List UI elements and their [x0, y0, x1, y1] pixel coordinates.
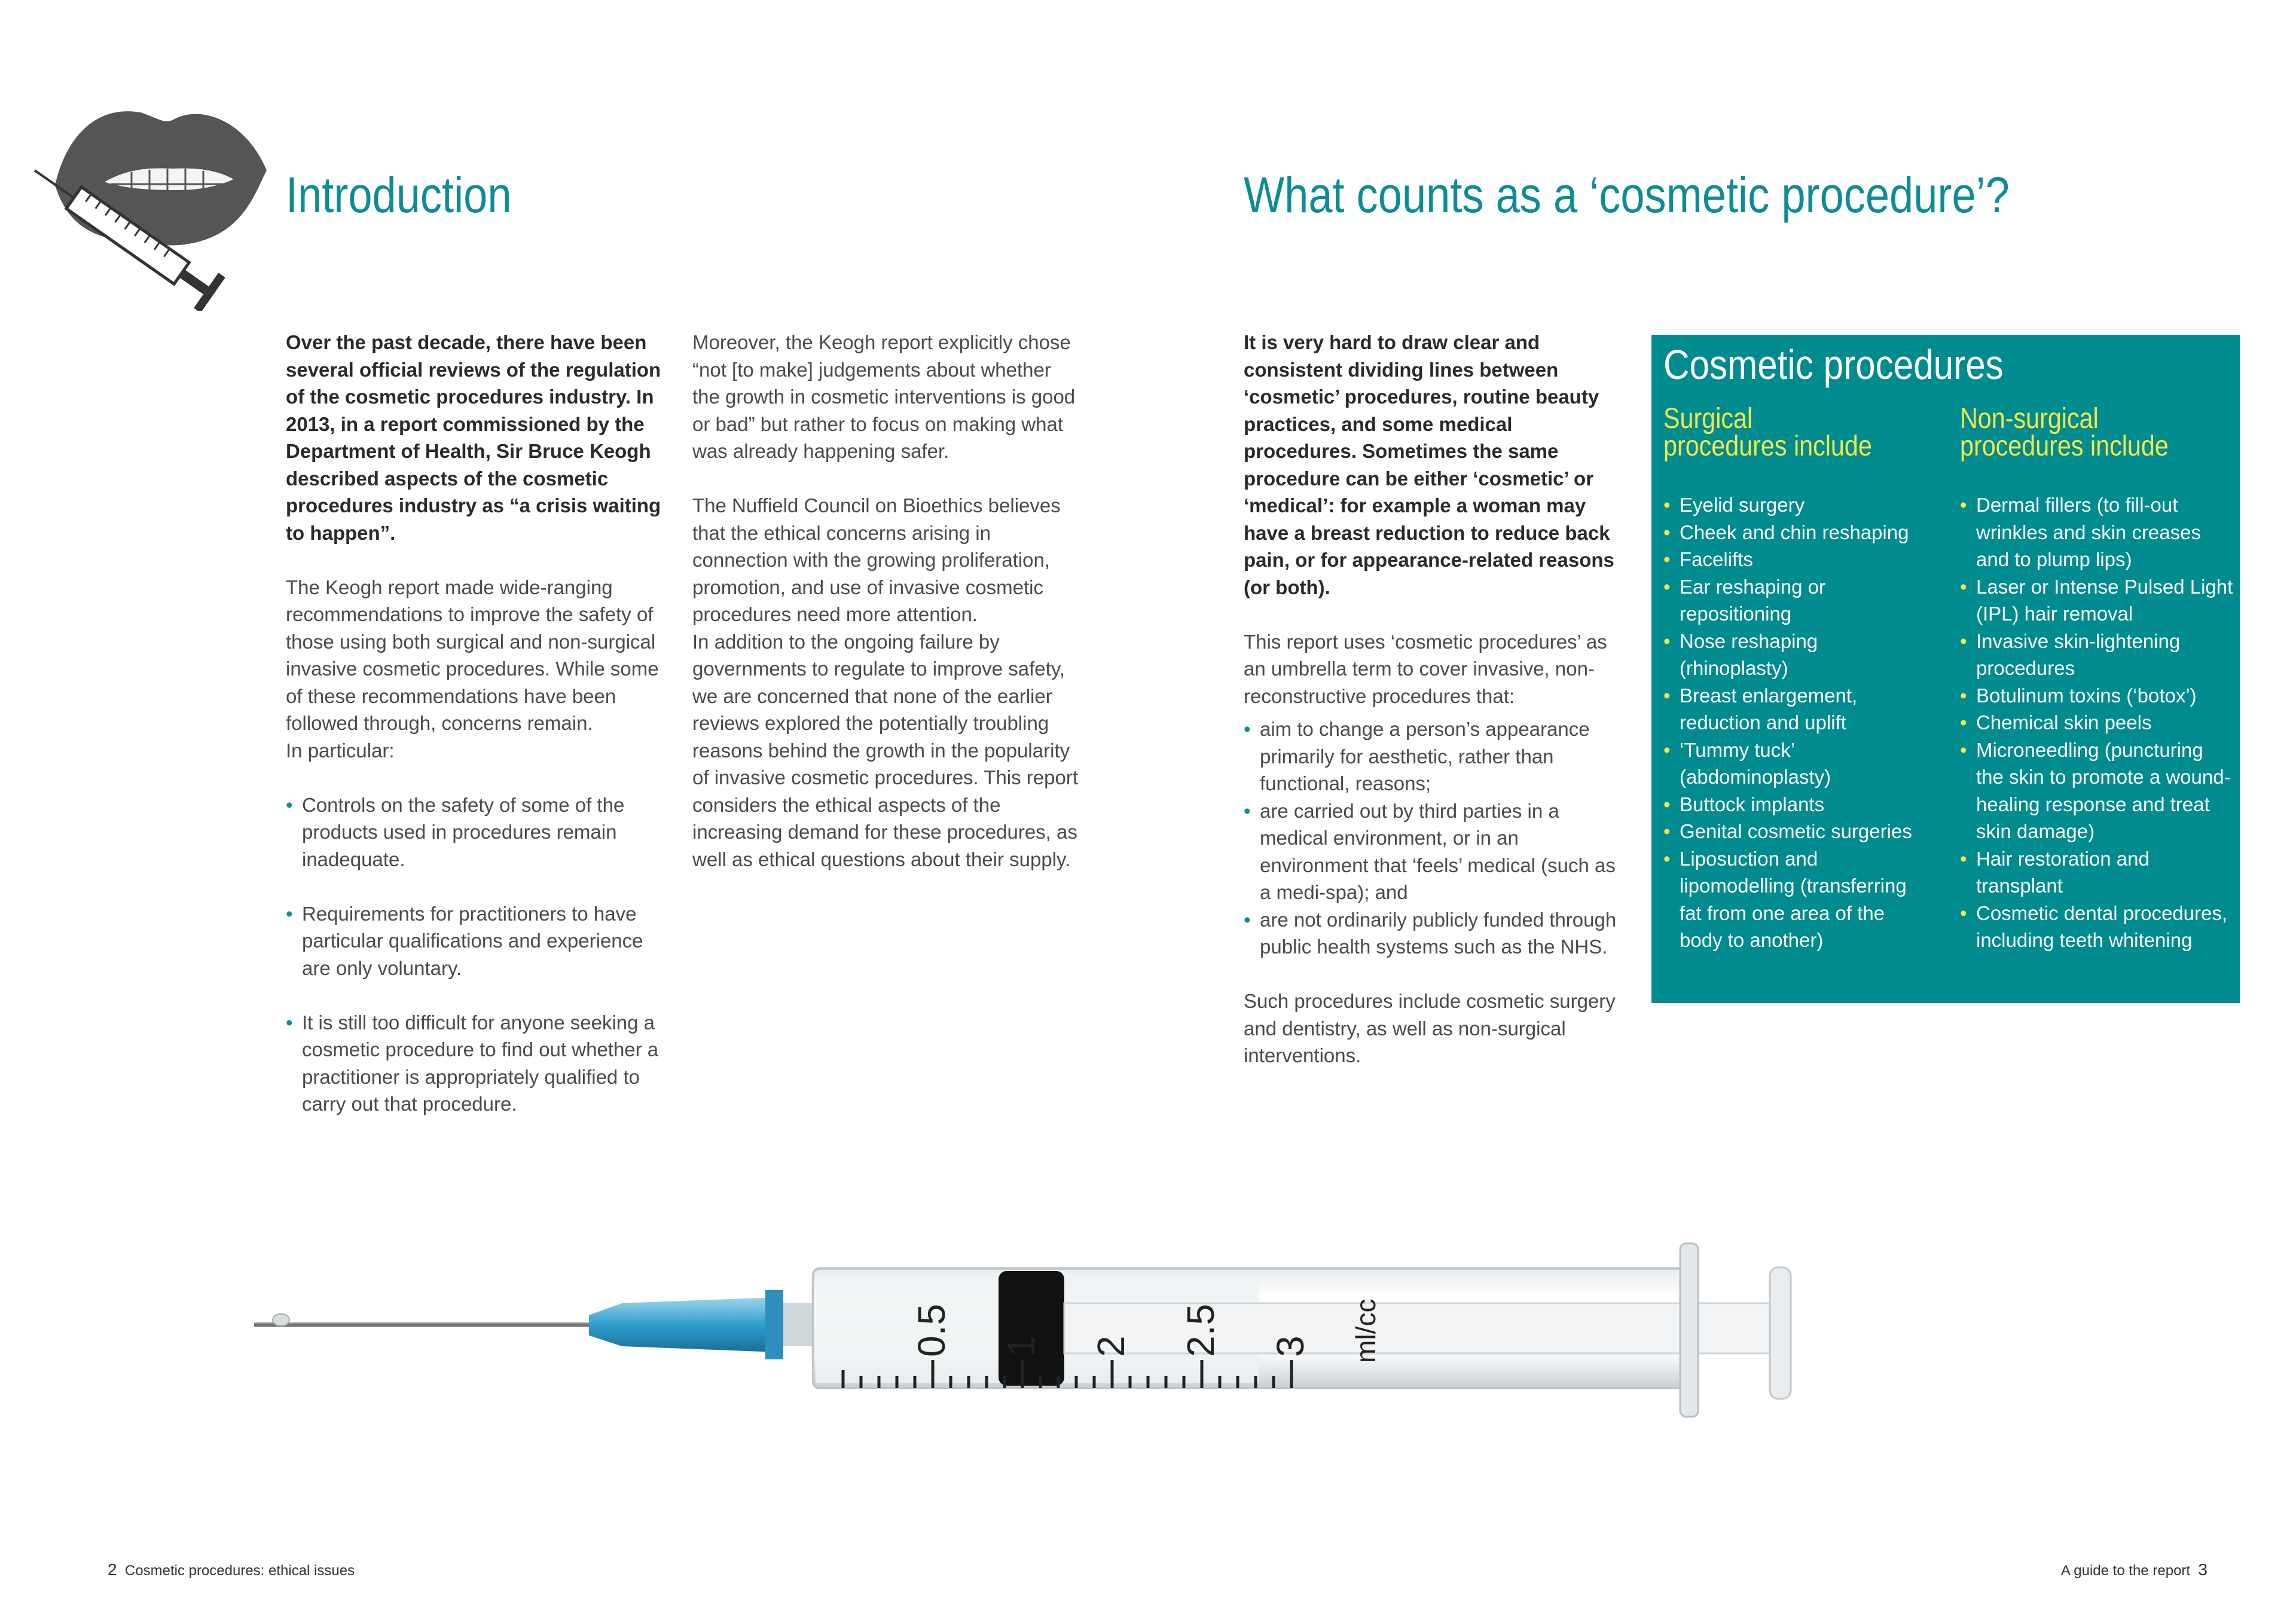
col2-para-2: The Nuffield Council on Bioethics believes that the ethical concerns arising in connection with the growing proliferation, promotion, and use of invasive cosmetic procedures need more attention.: [692, 494, 1061, 625]
col2-para-3: In addition to the ongoing failure by governments to regulate to improve safety, we are concerned that none of the earlier reviews explored the potentially troubling reasons behind the growth in the popularity of invasive cosmetic procedures. This report considers the ethical aspects of the increasing demand for these procedures, as well as ethical questions about their supply.: [692, 630, 1078, 870]
intro-column-2: [692, 329, 1081, 873]
list-item: • Cosmetic dental procedures, including teeth whitening: [1960, 900, 2235, 954]
definition-para: This report uses ‘cosmetic procedures’ as an umbrella term to cover invasive, non-reconstructive procedures that:: [1244, 630, 1607, 707]
nonsurgical-heading: Non-surgical procedures include: [1960, 403, 2169, 462]
intro-lead: Over the past decade, there have been several official reviews of the regulation of the cosmetic procedures industry. In 2013, in a report commissioned by the Department of Health, Sir Bruce Keogh described aspects of the cosmetic procedures industry as “a crisis waiting to happen”.: [286, 331, 661, 544]
definition-closing: Such procedures include cosmetic surgery and dentistry, as well as non-surgical interventions.: [1244, 990, 1616, 1066]
list-item: • Eyelid surgery: [1663, 491, 1950, 519]
left-footer-text: Cosmetic procedures: ethical issues: [124, 1563, 355, 1579]
list-item: • Ear reshaping or repositioning: [1663, 573, 1859, 628]
list-item: • Laser or Intense Pulsed Light (IPL) hair removal: [1960, 573, 2235, 628]
definition-lead: It is very hard to draw clear and consistent dividing lines between ‘cosmetic’ procedures, routine beauty practices, and some medical procedures. Sometimes the same procedure can be either ‘cosmetic’ or ‘medical’: for example a woman may have a breast reduction to reduce back pain, or for appearance-related reasons (or both).: [1244, 331, 1614, 598]
list-item: • Buttock implants: [1663, 791, 1950, 818]
scale-label: 3: [1269, 1335, 1312, 1357]
surgical-heading: Surgical procedures include: [1663, 403, 1872, 462]
list-item: • Genital cosmetic surgeries: [1663, 818, 1950, 845]
scale-label: 2: [1089, 1335, 1132, 1357]
list-item: • It is still too difficult for anyone seeking a cosmetic procedure to find out whether a practitioner is appropriately qualified to carry out that procedure.: [286, 1009, 674, 1118]
page-number-left: 2: [108, 1560, 117, 1579]
list-item: • Liposuction and lipomodelling (transferring fat from one area of the body to another): [1663, 845, 1931, 954]
definition-list: [1244, 716, 1626, 961]
intro-heading: Introduction: [286, 167, 512, 223]
list-item: • Chemical skin peels: [1960, 709, 2235, 736]
scale-label: ml/cc: [1350, 1298, 1381, 1363]
scale-label: 1: [1000, 1335, 1043, 1357]
definition-column: [1244, 329, 1626, 1069]
list-item: • ‘Tummy tuck’ (abdominoplasty): [1663, 736, 1859, 791]
syringe-photo: [239, 1214, 1830, 1465]
right-footer: [2061, 1560, 2208, 1579]
lips-syringe-icon: [30, 96, 275, 311]
list-item: • Cheek and chin reshaping: [1663, 519, 1950, 546]
list-item: • Invasive skin-lightening procedures: [1960, 628, 2227, 682]
list-item: • Botulinum toxins (‘botox’): [1960, 682, 2235, 710]
list-item: • Breast enlargement, reduction and uplift: [1663, 682, 1895, 736]
page-number-right: 3: [2198, 1560, 2208, 1579]
surgical-list: [1663, 491, 1950, 954]
nonsurgical-list: [1960, 491, 2235, 954]
right-footer-text: A guide to the report: [2060, 1563, 2191, 1579]
list-item: • aim to change a person’s appearance primarily for aesthetic, rather than functional, reasons;: [1244, 716, 1626, 797]
col2-para-1: Moreover, the Keogh report explicitly chose “not [to make] judgements about whether the growth in cosmetic interventions is good or bad” but rather to focus on making what was already happening safer.: [692, 331, 1076, 462]
list-item: • are not ordinarily publicly funded through public health systems such as the NHS.: [1244, 906, 1626, 961]
box-title: Cosmetic procedures: [1663, 341, 2004, 388]
list-item: • Dermal fillers (to fill-out wrinkles and skin creases and to plump lips): [1960, 491, 2235, 573]
list-item: • Hair restoration and transplant: [1960, 845, 2179, 900]
list-item: • Controls on the safety of some of the products used in procedures remain inadequate.: [286, 791, 674, 873]
list-item: • Requirements for practitioners to have particular qualifications and experience are only voluntary.: [286, 900, 674, 982]
left-footer: [108, 1560, 355, 1579]
intro-para-b: In particular:: [286, 739, 395, 762]
intro-para: The Keogh report made wide-ranging recommendations to improve the safety of those using both surgical and non-surgical invasive cosmetic procedures. While some of these recommendations have been followed through, concerns remain.: [286, 576, 659, 734]
cosmetic-procedures-box: [1651, 335, 2240, 1003]
list-item: • are carried out by third parties in a medical environment, or in an environment that ‘feels’ medical (such as a medi-spa); and: [1244, 797, 1626, 906]
intro-column-1: [286, 329, 674, 1145]
scale-label: 0.5: [910, 1304, 953, 1357]
list-item: • Facelifts: [1663, 546, 1950, 573]
scale-label: 2.5: [1179, 1304, 1222, 1357]
list-item: • Microneedling (puncturing the skin to promote a wound-healing response and treat skin damage): [1960, 736, 2233, 845]
cosmetic-procedure-heading: What counts as a ‘cosmetic procedure’?: [1244, 167, 2010, 223]
list-item: • Nose reshaping (rhinoplasty): [1663, 628, 1859, 682]
concerns-list: [286, 791, 674, 1118]
